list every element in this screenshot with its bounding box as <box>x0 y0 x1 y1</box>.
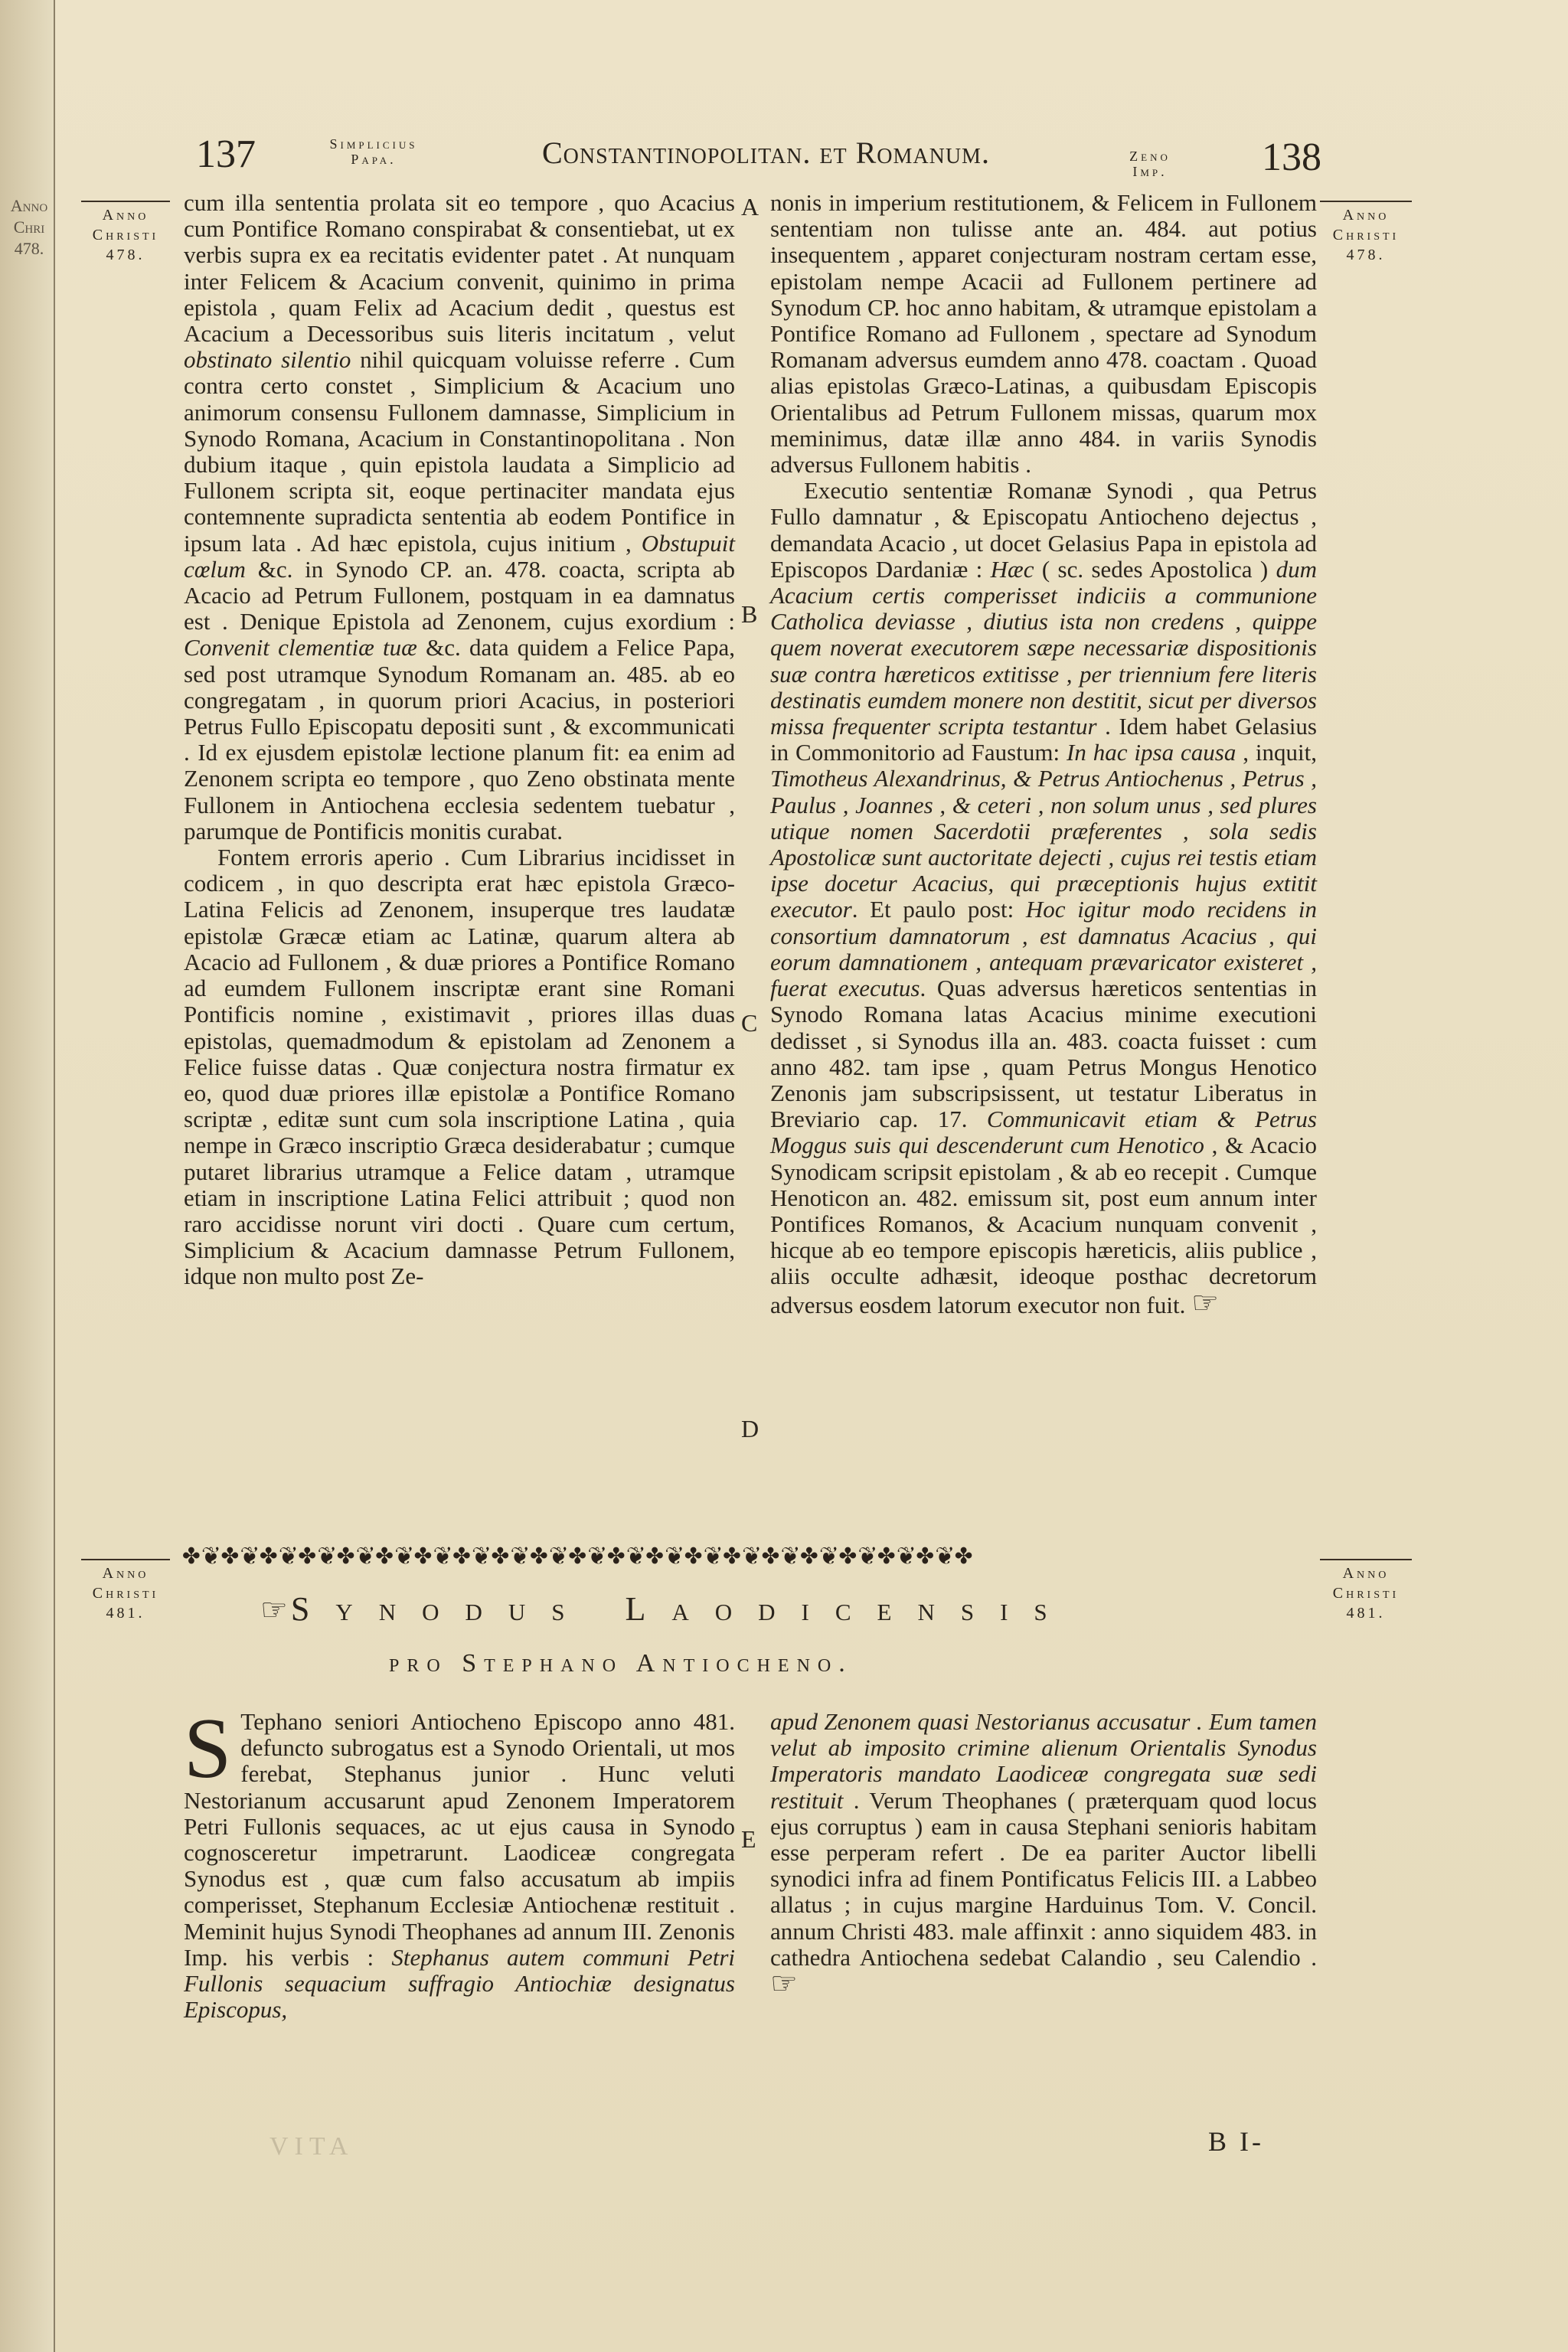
text-run: Tephano seniori Antiocheno Episcopo anno 481. defuncto subrogatus est a Synodo Orientali, ut mos ferebat, Stephanus junior . Hunc veluti Nestorianum accusarunt apud Zenonem Imperatorem Petri Fullonis sequaces, ac ut ejus causa in Synodo cognosceretur impetrarunt. Laodiceæ congregata Synodus est , quæ cum falso accusatum ab impiis comperisset, Stephanum Ecclesiæ Antiochenæ restituit . Meminit hujus Synodi Theophanes ad annum III. Zenonis Imp. his verbis : <box>184 1708 735 1971</box>
ornamental-band: 𝆀✤❦✤❦✤❦✤❦✤❦✤❦✤❦✤❦✤❦✤❦✤❦✤❦✤❦✤❦✤❦✤❦✤❦✤❦✤❦✤❦✤ <box>181 1544 975 1569</box>
italic-run: dum Acacium certis comperisset indiciis a communione Catholica deviasse , diutius ista non credens , quippe quem noverat executorem sæpe necessariæ dispositionis suæ contra hæreticos extitisse , per triennium fere literis destinatis eumdem monere non destitit, sicut per diversos missa frequenter scripta testantur <box>770 555 1317 740</box>
text-run: ( sc. sedes Apostolica ) <box>1034 555 1276 583</box>
margin-line: 481. <box>106 1605 145 1622</box>
running-head-title: Constantinopolitan. et Romanum. <box>542 136 990 170</box>
margin-rule <box>1320 1559 1412 1560</box>
right-paragraph-2 <box>770 478 1317 1318</box>
pointing-hand-icon: ☞ <box>1191 1285 1219 1320</box>
text-run: . Quas adversus hæreticos sententias in Synodo Romana latas Acacius minime executioni dedisset , si Synodus illa an. 483. coacta fuisset : cum anno 482. tam ipse , quam Petrus Mongus Henotico Zenonis jam subscripsissent, ut testatur Liberatus in Breviario cap. 17. <box>770 975 1317 1133</box>
catchword: B I- <box>1208 2126 1264 2157</box>
text-run: . Et paulo post: <box>851 896 1026 923</box>
text-run: , & Acacio Synodicam scripsit epistolam , & ab eo recepit . Cumque Henoticon an. 482. emissum sit, post eum annum inter Pontifices Romanos, & Acacium nunquam convenit , hicque ab eo tempore episcopis hæreticis, aliis publice , aliis occulte adhæsit, ideoque posthac decretorum adversus eosdem latorum executor non fuit. <box>770 1132 1317 1318</box>
margin-line: Christi <box>1332 1585 1400 1602</box>
pointing-hand-icon: ☞ <box>260 1592 288 1627</box>
text-run: cum illa sententia prolata sit eo tempore , quo Acacius cum Pontifice Romano conspirabat & consentiebat, ut ex verbis supra ex ea recitatis evidenter patet . At nunquam inter Felicem & Acacium convenit, quinimo in prima epistola , quam Felix ad Acacium dedit , questus est Acacium a Decessoribus suis literis incitatum , velut <box>184 189 735 348</box>
section-title <box>260 1589 1073 1628</box>
text-run: Executio sententiæ Romanæ Synodi , qua Petrus Fullo damnatur , & Episcopatu Antiocheno dejectus , demandata Acacio , ut docet Gelasius Papa in epistola ad Episcopos Dardaniæ : <box>770 477 1317 583</box>
running-head-emperor <box>1112 149 1188 179</box>
margin-line: Anno <box>1342 1565 1390 1582</box>
pope-name: Simplicius <box>329 136 418 152</box>
margin-line: Anno <box>1342 207 1390 224</box>
margin-line: Christi <box>1332 227 1400 243</box>
margin-line: 478. <box>106 247 145 263</box>
left-column <box>184 190 735 1290</box>
italic-run: obstinato silentio <box>184 346 351 374</box>
right-column <box>770 190 1317 1318</box>
pope-title: Papa. <box>351 152 397 167</box>
synod-title: Synodus Laodicensis <box>290 1590 1073 1628</box>
bleed-through-text: VITA <box>270 2132 354 2161</box>
italic-run: Stephanus autem communi Petri Fullonis sequacium suffragio Antiochiæ designatus Episcopus, <box>184 1943 735 2024</box>
synod-paragraph-2 <box>770 1709 1317 1999</box>
italic-run: Hæc <box>990 555 1034 583</box>
margin-note-year-left-2 <box>81 1559 170 1623</box>
page-number-right: 138 <box>1262 136 1321 179</box>
text-run: . Idem habet Gelasius in Commonitorio ad Faustum: <box>770 713 1317 766</box>
book-page <box>55 0 1568 2352</box>
previous-page-edge <box>0 0 55 2352</box>
margin-note-year-right-2 <box>1320 1559 1412 1623</box>
margin-rule <box>1320 201 1412 202</box>
margin-line: Anno <box>102 1565 149 1582</box>
section-letter-e: E <box>741 1825 756 1853</box>
italic-run: Timotheus Alexandrinus, & Petrus Antiochenus , Petrus , Paulus , Joannes , & ceteri , non solum unus , sed plures utique nomen Sacerdotii præferentes , sola sedis Apostolicæ sunt auctoritate dejecti , cujus rei testis etiam ipse docetur Acacius, qui præceptionis hujus extitit executor <box>770 765 1317 923</box>
page-number-left: 137 <box>196 132 256 176</box>
italic-run: In hac ipsa causa <box>1067 739 1236 766</box>
margin-rule <box>81 1559 170 1560</box>
italic-run: Hoc igitur modo recidens in consortium damnatorum , est damnatus Acacius , qui eorum damnationem , antequam prævaricator existeret , fuerat executus <box>770 896 1317 1002</box>
margin-line: 478. <box>1346 247 1386 263</box>
pointing-hand-icon: ☞ <box>770 1966 798 2001</box>
margin-line: 481. <box>1346 1605 1386 1622</box>
emperor-title: Imp. <box>1132 164 1168 179</box>
italic-run: apud Zenonem quasi Nestorianus accusatur . Eum tamen velut ab imposito crimine alienum Orientalis Synodus Imperatoris mandato Laodiceæ congregata suæ sedi restituit <box>770 1708 1317 1814</box>
text-run: . Verum Theophanes ( præterquam quod locus ejus corruptus ) eam in causa Stephani senioris habitam esse perperam refert . De ea pariter Auctor libelli synodici infra ad finem Pontificatus Felicis III. a Labbeo allatus ; in cujus margine Harduinus Tom. V. Concil. annum Christi 483. male affinxit : anno siquidem 483. in cathedra Antiochena sedebat Calandio , seu Calendio . <box>770 1786 1317 1971</box>
text-run: nihil quicquam voluisse referre . Cum contra certo constet , Simplicium & Acacium uno animorum consensu Fullonem damnasse, Simplicium in Synodo Romana, Acacium in Constantinopolitana . Non dubium itaque , quin epistola laudata a Simplicio ad Fullonem scripta sit, eoque pertinaciter mandata ejus contemnente supradicta sententia ab eodem Pontifice in ipsum lata . Ad hæc epistola, cujus initium , <box>184 346 735 557</box>
bottom-right-column <box>770 1709 1317 1999</box>
right-paragraph-1: nonis in imperium restitutionem, & Felicem in Fullonem sententiam non tulisse ante an. 484. aut potius insequentem , apparet conjecturam nostram certam esse, epistolam nempe Acacii ad Fullonem pertinere ad Synodum CP. hoc anno habitam, & utramque epistolam a Pontifice Romano ad Fullonem , spectare ad Synodum Romanam adversus eumdem anno 478. coactam . Quoad alias epistolas Græco-Latinas, a quibusdam Episcopis Orientalibus ad Petrum Fullonem missas, quarum mox meminimus, datæ illæ anno 484. in variis Synodis adversus Fullonem habitis . <box>770 189 1317 479</box>
italic-run: Communicavit etiam & Petrus Moggus suis qui descenderunt cum Henotico <box>770 1106 1317 1159</box>
prev-margin-line: Anno <box>10 196 48 215</box>
text-run: &c. in Synodo CP. an. 478. coacta, scripta ab Acacio ad Petrum Fullonem, postquam in ea damnatus est . Denique Epistola ad Zenonem, cujus exordium : <box>184 555 735 635</box>
section-letter-b: B <box>741 600 758 628</box>
prev-margin-line: Chri <box>13 217 45 237</box>
section-letter-c: C <box>741 1009 758 1037</box>
bottom-left-column <box>184 1701 735 2024</box>
margin-note-year-right <box>1320 201 1412 265</box>
margin-line: Christi <box>92 1585 159 1602</box>
margin-note-year-left <box>81 201 170 265</box>
section-letter-d: D <box>741 1415 760 1442</box>
margin-rule <box>81 201 170 202</box>
synod-paragraph-1 <box>184 1701 735 2024</box>
emperor-name: Zeno <box>1129 149 1171 164</box>
drop-cap: S <box>184 1701 232 1796</box>
margin-line: Christi <box>92 227 159 243</box>
left-paragraph-2: Fontem erroris aperio . Cum Librarius incidisset in codicem , in quo descripta erat hæc epistola Græco-Latina Felicis ad Zenonem, insuperque tres laudatæ epistolæ Græcæ etiam ac Latinæ, quarum altera ab Acacio ad Fullonem , & duæ priores a Pontifice Romano ad eumdem Fullonem inscriptæ erant sine Romani Pontificis nomine , existimavit , priores illas duas epistolas, quemadmodum & epistolam ad Zenonem a Felice fuisse datas . Quæ conjectura nostra firmatur ex eo, quod duæ priores illæ epistolæ a Pontifice Romano scriptæ , editæ sunt cum sola inscriptione Latina , quia nempe in Græco inscriptio Græca desiderabatur ; cumque putaret librarius utramque a Felice datam , utramque etiam in inscriptione Latina Felici attribuit ; quod non raro accidisse norunt viri docti . Quare cum certum, Simplicium & Acacium damnasse Petrum Fullonem, idque non multo post Ze- <box>184 844 735 1290</box>
section-subtitle: pro Stephano Antiocheno. <box>389 1649 853 1677</box>
section-letter-a: A <box>741 193 760 220</box>
text-run: &c. data quidem a Felice Papa, sed post utramque Synodum Romanam an. 485. ab eo congregatam , in quorum priori Acacius, in posteriori Petrus Fullo Episcopatu depositi sunt , & excommunicati . Id ex ejusdem epistolæ lectione planum fit: ea enim ad Zenonem scripta eo tempore , quo Zeno obstinata mente Fullonem in Antiochena ecclesia sedentem tuebatur , parumque de Pontificis monitis curabat. <box>184 634 735 844</box>
prev-page-margin-note <box>6 195 52 260</box>
margin-line: Anno <box>102 207 149 224</box>
italic-run: Obstupuit cœlum <box>184 529 735 583</box>
prev-margin-line: 478. <box>14 239 44 258</box>
text-run: , inquit, <box>1236 739 1317 766</box>
left-paragraph-1 <box>184 190 735 844</box>
italic-run: Convenit clementiæ tuæ <box>184 634 417 662</box>
running-head-pope <box>328 136 420 167</box>
